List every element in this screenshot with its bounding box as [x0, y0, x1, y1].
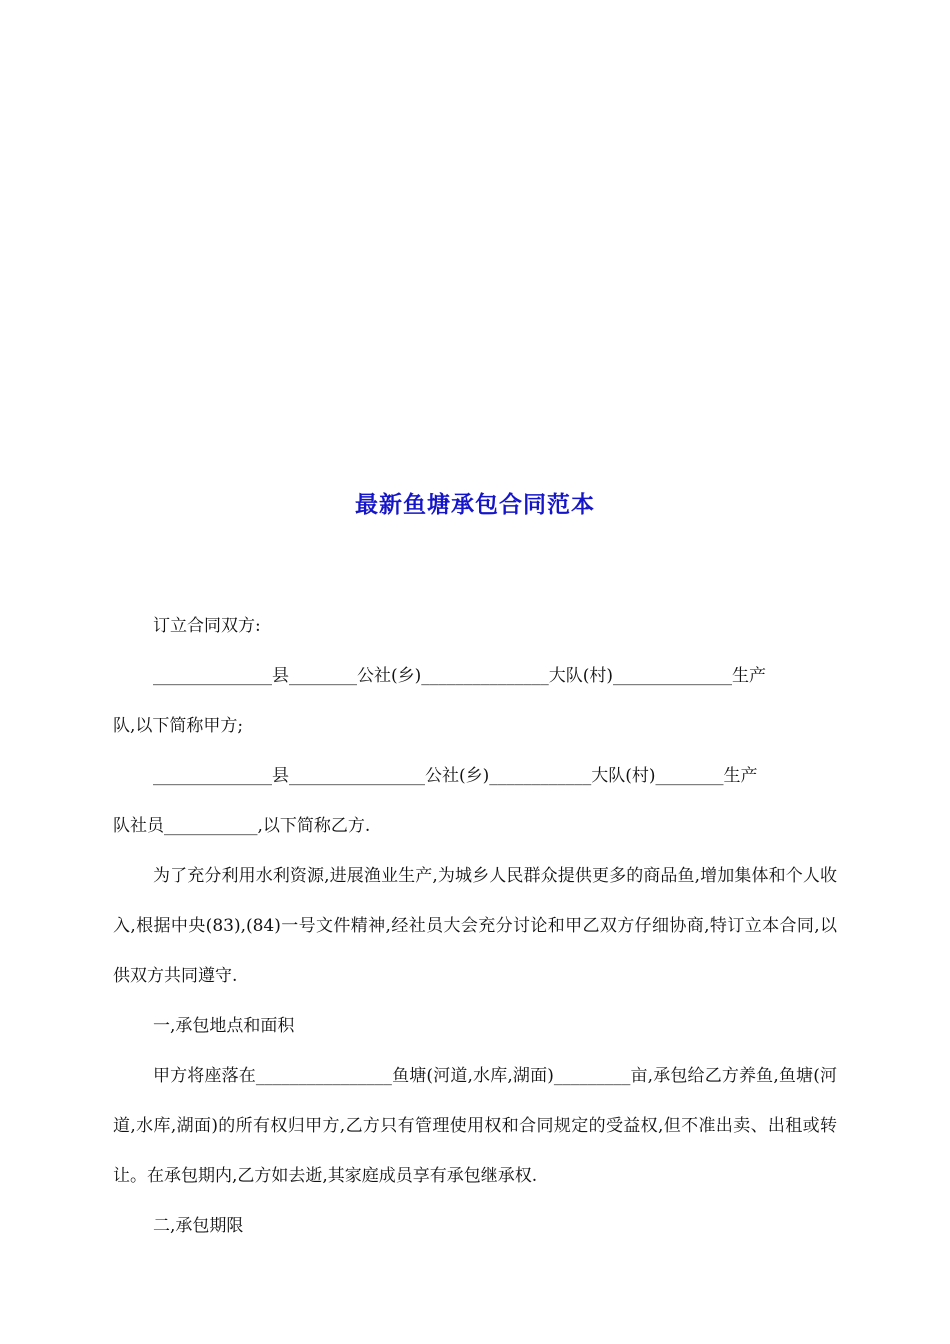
- party-b-blank-line: ______________县________________公社(乡)____________大队(村)________生产: [153, 766, 758, 786]
- section-1-heading: 一,承包地点和面积: [153, 1016, 295, 1036]
- parties-heading: 订立合同双方:: [153, 616, 261, 636]
- section-2-heading: 二,承包期限: [153, 1216, 244, 1236]
- document-title: 最新鱼塘承包合同范本: [355, 492, 595, 518]
- section-1-paragraph: 甲方将座落在________________鱼塘(河道,水库,湖面)_________亩,承包给乙方养鱼,鱼塘(河道,水库,湖面)的所有权归甲方,乙方只有管理使用权和合同规定的受益权,但不准出卖、出租或转让。在承包期内,乙方如去逝,其家庭成员享有承包继承权.: [113, 1066, 837, 1186]
- party-b-designation: 队社员___________,以下简称乙方.: [113, 816, 371, 836]
- document-body: [113, 601, 837, 1251]
- party-a-blank-line: ______________县________公社(乡)_______________大队(村)______________生产: [153, 666, 767, 686]
- preamble-paragraph: 为了充分利用水利资源,进展渔业生产,为城乡人民群众提供更多的商品鱼,增加集体和个人收入,根据中央(83),(84)一号文件精神,经社员大会充分讨论和甲乙双方仔细协商,特订立本合同,以供双方共同遵守.: [113, 866, 837, 986]
- party-a-designation: 队,以下简称甲方;: [113, 716, 244, 736]
